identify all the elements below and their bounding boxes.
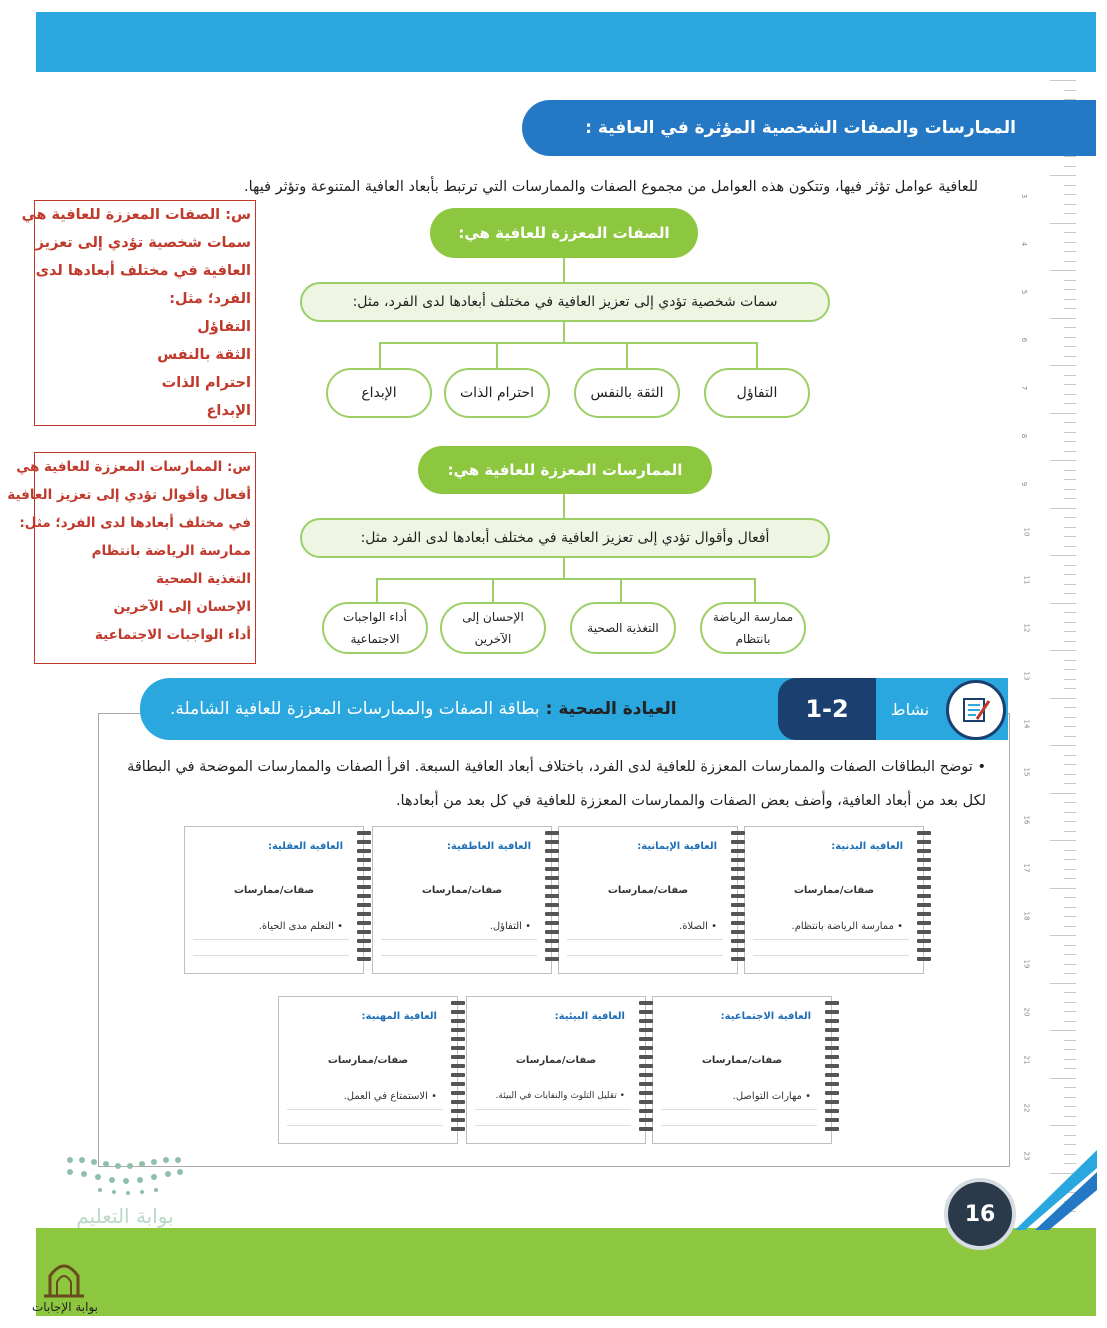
ruler-tick bbox=[1050, 365, 1076, 366]
card-item: • ممارسة الرياضة بانتظام. bbox=[791, 921, 903, 932]
ruler-number: 8 bbox=[1020, 433, 1029, 439]
wellness-card bbox=[744, 826, 924, 974]
ruler-tick bbox=[1064, 232, 1076, 233]
ruler-tick bbox=[1064, 831, 1076, 832]
ruler-tick bbox=[1064, 194, 1076, 195]
answer-line: أفعال وأقوال تؤدي إلى تعزيز العافية bbox=[7, 487, 251, 503]
practice-item: الإحسان إلى الآخرين bbox=[440, 602, 546, 654]
traits-definition: سمات شخصية تؤدي إلى تعزيز العافية في مختلف أبعادها لدى الفرد، مثل: bbox=[300, 282, 830, 322]
ruler-tick bbox=[1064, 926, 1076, 927]
answer-line: في مختلف أبعادها لدى الفرد؛ مثل: bbox=[19, 515, 251, 531]
answer-line: الإبداع bbox=[206, 403, 251, 419]
card-item: • الاستمتاع في العمل. bbox=[343, 1091, 437, 1102]
ruler-tick bbox=[1064, 973, 1076, 974]
ruler-tick bbox=[1050, 223, 1076, 224]
writing-line bbox=[287, 1109, 443, 1110]
ruler-tick bbox=[1064, 156, 1076, 157]
ruler-tick bbox=[1064, 242, 1076, 243]
card-item: • التفاؤل. bbox=[489, 921, 531, 932]
ruler-tick bbox=[1064, 1135, 1076, 1136]
ruler-tick bbox=[1064, 907, 1076, 908]
ruler-number: 21 bbox=[1022, 1055, 1031, 1065]
answer-line: العافية في مختلف أبعادها لدى bbox=[35, 263, 251, 279]
ruler-tick bbox=[1064, 812, 1076, 813]
activity-title-rest: بطاقة الصفات والممارسات المعززة للعافية الشاملة. bbox=[170, 699, 540, 719]
ruler-tick bbox=[1064, 783, 1076, 784]
watermark bbox=[40, 1150, 210, 1240]
card-item: • الصلاة. bbox=[679, 921, 717, 932]
activity-title bbox=[170, 694, 770, 724]
notebook-pen-icon bbox=[946, 680, 1006, 740]
traits-title: الصفات المعززة للعافية هي: bbox=[430, 208, 698, 258]
ruler-tick bbox=[1064, 261, 1076, 262]
answer-line: ممارسة الرياضة بانتظام bbox=[91, 543, 251, 559]
ruler-tick bbox=[1064, 251, 1076, 252]
ruler-tick bbox=[1064, 1087, 1076, 1088]
binder-rings bbox=[731, 831, 745, 971]
writing-line bbox=[287, 1125, 443, 1126]
card-title: العافية الاجتماعية: bbox=[720, 1011, 811, 1022]
practice-item: التغذية الصحية bbox=[570, 602, 676, 654]
ruler-tick bbox=[1050, 270, 1076, 271]
ruler-tick bbox=[1050, 175, 1076, 176]
wellness-card bbox=[184, 826, 364, 974]
ruler-number: 4 bbox=[1020, 241, 1029, 247]
ruler-number: 6 bbox=[1020, 337, 1029, 343]
ruler-tick bbox=[1064, 166, 1076, 167]
ruler-number: 18 bbox=[1022, 911, 1031, 921]
answer-line: س: الممارسات المعززة للعافية هي bbox=[16, 459, 251, 475]
ruler-number: 12 bbox=[1022, 623, 1031, 633]
ruler-tick bbox=[1050, 888, 1076, 889]
ruler-tick bbox=[1050, 318, 1076, 319]
binder-rings bbox=[451, 1001, 465, 1141]
card-subtitle: صفات/ممارسات bbox=[607, 885, 689, 896]
ruler-tick bbox=[1064, 1068, 1076, 1069]
bottom-color-band bbox=[36, 1228, 1096, 1316]
ruler-tick bbox=[1064, 850, 1076, 851]
ruler-number: 19 bbox=[1022, 959, 1031, 969]
binder-rings bbox=[639, 1001, 653, 1141]
ruler-tick bbox=[1064, 346, 1076, 347]
connector bbox=[563, 258, 565, 282]
connector bbox=[563, 322, 565, 342]
writing-line bbox=[381, 939, 537, 940]
ruler-tick bbox=[1050, 983, 1076, 984]
ruler-tick bbox=[1064, 859, 1076, 860]
ruler-tick bbox=[1064, 574, 1076, 575]
binder-rings bbox=[825, 1001, 839, 1141]
ruler-tick bbox=[1064, 774, 1076, 775]
ruler-tick bbox=[1064, 470, 1076, 471]
card-title: العافية العقلية: bbox=[267, 841, 343, 852]
ruler-tick bbox=[1064, 945, 1076, 946]
answer-line: الثقة بالنفس bbox=[157, 347, 251, 363]
wellness-card bbox=[466, 996, 646, 1144]
answer-box-practices bbox=[7, 452, 256, 664]
ruler-number: 3 bbox=[1020, 193, 1029, 199]
practices-definition: أفعال وأقوال تؤدي إلى تعزيز العافية في مختلف أبعادها لدى الفرد مثل: bbox=[300, 518, 830, 558]
ruler-number: 11 bbox=[1022, 575, 1031, 585]
answer-box-traits bbox=[21, 200, 256, 426]
trait-item: الإبداع bbox=[326, 368, 432, 418]
writing-line bbox=[475, 1125, 631, 1126]
ruler-tick bbox=[1064, 584, 1076, 585]
ruler-tick bbox=[1064, 707, 1076, 708]
ruler-tick bbox=[1064, 384, 1076, 385]
binder-rings bbox=[357, 831, 371, 971]
ruler-tick bbox=[1050, 698, 1076, 699]
ruler-tick bbox=[1050, 555, 1076, 556]
connector bbox=[563, 558, 565, 578]
answer-line: سمات شخصية تؤدي إلى تعزيز bbox=[35, 235, 251, 251]
writing-line bbox=[567, 955, 723, 956]
binder-rings bbox=[545, 831, 559, 971]
answer-line: س: الصفات المعززة للعافية هي bbox=[21, 207, 251, 223]
ruler-tick bbox=[1064, 356, 1076, 357]
ruler-tick bbox=[1064, 422, 1076, 423]
practices-title: الممارسات المعززة للعافية هي: bbox=[418, 446, 712, 494]
connector bbox=[754, 578, 756, 602]
ruler-number: 7 bbox=[1020, 385, 1029, 391]
ruler-tick bbox=[1064, 479, 1076, 480]
wellness-card bbox=[278, 996, 458, 1144]
ruler-tick bbox=[1064, 1059, 1076, 1060]
ruler-tick bbox=[1064, 878, 1076, 879]
practice-item: ممارسة الرياضة بانتظام bbox=[700, 602, 806, 654]
connector bbox=[379, 342, 757, 344]
card-title: العافية الإيمانية: bbox=[637, 841, 717, 852]
ruler-tick bbox=[1064, 1049, 1076, 1050]
writing-line bbox=[193, 939, 349, 940]
section-title: الممارسات والصفات الشخصية المؤثرة في العافية : bbox=[522, 100, 1096, 156]
ruler-tick bbox=[1064, 489, 1076, 490]
card-item: • مهارات التواصل. bbox=[732, 1091, 811, 1102]
activity-number: 1-2 bbox=[778, 678, 876, 740]
ruler-tick bbox=[1064, 992, 1076, 993]
ruler-tick bbox=[1064, 441, 1076, 442]
ruler-tick bbox=[1050, 745, 1076, 746]
ruler-number: 10 bbox=[1022, 527, 1031, 537]
ruler-tick bbox=[1064, 527, 1076, 528]
ruler-tick bbox=[1050, 1030, 1076, 1031]
ruler-tick bbox=[1064, 802, 1076, 803]
wellness-card bbox=[558, 826, 738, 974]
ruler-tick bbox=[1050, 1078, 1076, 1079]
ruler-tick bbox=[1064, 954, 1076, 955]
ruler-tick bbox=[1064, 403, 1076, 404]
ruler-number: 23 bbox=[1022, 1151, 1031, 1161]
ruler-number: 15 bbox=[1022, 767, 1031, 777]
ruler-tick bbox=[1050, 793, 1076, 794]
ruler-tick bbox=[1064, 90, 1076, 91]
card-title: العافية العاطفية: bbox=[446, 841, 531, 852]
ruler-number: 20 bbox=[1022, 1007, 1031, 1017]
ruler-tick bbox=[1064, 869, 1076, 870]
ruler-tick bbox=[1064, 964, 1076, 965]
answer-line: الفرد؛ مثل: bbox=[169, 291, 251, 307]
connector bbox=[376, 578, 756, 580]
top-color-band bbox=[36, 12, 1096, 72]
ruler-tick bbox=[1064, 185, 1076, 186]
card-title: العافية البدنية: bbox=[831, 841, 903, 852]
answer-line: احترام الذات bbox=[161, 375, 251, 391]
ruler-tick bbox=[1064, 631, 1076, 632]
writing-line bbox=[567, 939, 723, 940]
ruler-number: 16 bbox=[1022, 815, 1031, 825]
page-ruler bbox=[1018, 80, 1076, 1170]
ruler-number: 5 bbox=[1020, 289, 1029, 295]
activity-title-bold: العيادة الصحية : bbox=[545, 699, 677, 719]
card-title: العافية البيئية: bbox=[554, 1011, 625, 1022]
ruler-tick bbox=[1064, 375, 1076, 376]
ruler-tick bbox=[1064, 717, 1076, 718]
card-subtitle: صفات/ممارسات bbox=[327, 1055, 409, 1066]
ruler-tick bbox=[1064, 1021, 1076, 1022]
ruler-tick bbox=[1064, 897, 1076, 898]
ruler-tick bbox=[1050, 413, 1076, 414]
ruler-number: 14 bbox=[1022, 719, 1031, 729]
card-subtitle: صفات/ممارسات bbox=[233, 885, 315, 896]
connector bbox=[496, 342, 498, 368]
ruler-tick bbox=[1064, 660, 1076, 661]
ruler-tick bbox=[1050, 80, 1076, 81]
writing-line bbox=[661, 1125, 817, 1126]
ruler-tick bbox=[1064, 726, 1076, 727]
connector bbox=[492, 578, 494, 602]
ruler-tick bbox=[1050, 650, 1076, 651]
dots-logo-icon bbox=[40, 1150, 210, 1200]
ruler-tick bbox=[1064, 299, 1076, 300]
ruler-tick bbox=[1064, 612, 1076, 613]
trait-item: الثقة بالنفس bbox=[574, 368, 680, 418]
ruler-tick bbox=[1064, 641, 1076, 642]
card-subtitle: صفات/ممارسات bbox=[421, 885, 503, 896]
ruler-tick bbox=[1064, 498, 1076, 499]
page-number-badge bbox=[944, 1178, 1016, 1250]
connector bbox=[379, 342, 381, 368]
ruler-tick bbox=[1064, 593, 1076, 594]
card-subtitle: صفات/ممارسات bbox=[701, 1055, 783, 1066]
connector bbox=[563, 494, 565, 518]
ruler-tick bbox=[1064, 280, 1076, 281]
card-item: • التعلم مدى الحياة. bbox=[258, 921, 343, 932]
ruler-tick bbox=[1064, 622, 1076, 623]
card-item: • تقليل التلوث والنفايات في البيئة. bbox=[495, 1091, 625, 1101]
ruler-tick bbox=[1050, 840, 1076, 841]
ruler-number: 13 bbox=[1022, 671, 1031, 681]
trait-item: احترام الذات bbox=[444, 368, 550, 418]
ruler-tick bbox=[1064, 432, 1076, 433]
connector bbox=[376, 578, 378, 602]
ruler-tick bbox=[1064, 755, 1076, 756]
practice-item: أداء الواجبات الاجتماعية bbox=[322, 602, 428, 654]
answer-line: التغذية الصحية bbox=[155, 571, 251, 587]
trait-item: التفاؤل bbox=[704, 368, 810, 418]
ruler-tick bbox=[1064, 669, 1076, 670]
binder-rings bbox=[917, 831, 931, 971]
page-number: 16 bbox=[964, 1201, 996, 1227]
ruler-tick bbox=[1064, 565, 1076, 566]
ruler-tick bbox=[1064, 536, 1076, 537]
activity-label: نشاط bbox=[890, 699, 930, 719]
writing-line bbox=[193, 955, 349, 956]
ruler-tick bbox=[1050, 603, 1076, 604]
ruler-tick bbox=[1064, 1002, 1076, 1003]
writing-line bbox=[381, 955, 537, 956]
watermark-text: بوابة التعليم bbox=[76, 1204, 174, 1228]
ruler-tick bbox=[1050, 508, 1076, 509]
card-subtitle: صفات/ممارسات bbox=[793, 885, 875, 896]
ruler-tick bbox=[1064, 1144, 1076, 1145]
ruler-tick bbox=[1064, 916, 1076, 917]
writing-line bbox=[475, 1109, 631, 1110]
ruler-tick bbox=[1064, 327, 1076, 328]
ruler-tick bbox=[1064, 394, 1076, 395]
writing-line bbox=[753, 955, 909, 956]
answer-line: التفاؤل bbox=[197, 319, 251, 335]
ruler-tick bbox=[1064, 1106, 1076, 1107]
ruler-tick bbox=[1064, 204, 1076, 205]
ruler-tick bbox=[1064, 213, 1076, 214]
activity-instructions: • توضح البطاقات الصفات والممارسات المعززة للعافية لدى الفرد، باختلاف أبعاد العافية السبعة. اقرأ الصفات والممارسات الموضحة في البطاقة لكل بعد من أبعاد العافية، وأضف بعض الصفات والممارسات المعززة للعافية في كل بعد من أبعادها. bbox=[127, 759, 986, 809]
connector bbox=[756, 342, 758, 368]
ruler-tick bbox=[1050, 1125, 1076, 1126]
ruler-tick bbox=[1064, 1011, 1076, 1012]
ruler-tick bbox=[1050, 935, 1076, 936]
connector bbox=[626, 342, 628, 368]
ruler-number: 9 bbox=[1020, 481, 1029, 487]
ruler-tick bbox=[1064, 764, 1076, 765]
ruler-tick bbox=[1064, 289, 1076, 290]
ruler-tick bbox=[1064, 679, 1076, 680]
ruler-tick bbox=[1064, 337, 1076, 338]
ruler-tick bbox=[1064, 517, 1076, 518]
ruler-tick bbox=[1064, 546, 1076, 547]
ruler-tick bbox=[1064, 1097, 1076, 1098]
writing-line bbox=[753, 939, 909, 940]
writing-line bbox=[661, 1109, 817, 1110]
answer-line: الإحسان إلى الآخرين bbox=[113, 599, 251, 615]
answer-line: أداء الواجبات الاجتماعية bbox=[94, 627, 251, 643]
ruler-tick bbox=[1050, 460, 1076, 461]
corner-stripe-decoration bbox=[1015, 1150, 1097, 1230]
intro-paragraph: للعافية عوامل تؤثر فيها، وتتكون هذه العوامل من مجموع الصفات والممارسات التي ترتبط بأبعاد العافية المتنوعة وتؤثر فيها. bbox=[244, 179, 978, 195]
ruler-tick bbox=[1064, 1040, 1076, 1041]
ruler-number: 22 bbox=[1022, 1103, 1031, 1113]
logo-text: بوابة الإجابات bbox=[31, 1300, 98, 1314]
ruler-tick bbox=[1064, 308, 1076, 309]
ruler-tick bbox=[1064, 736, 1076, 737]
ruler-tick bbox=[1064, 688, 1076, 689]
card-title: العافية المهنية: bbox=[361, 1011, 437, 1022]
ruler-number: 17 bbox=[1022, 863, 1031, 873]
card-subtitle: صفات/ممارسات bbox=[515, 1055, 597, 1066]
ruler-tick bbox=[1064, 1116, 1076, 1117]
wellness-card bbox=[372, 826, 552, 974]
ruler-tick bbox=[1064, 451, 1076, 452]
connector bbox=[620, 578, 622, 602]
ruler-tick bbox=[1064, 821, 1076, 822]
wellness-card bbox=[652, 996, 832, 1144]
